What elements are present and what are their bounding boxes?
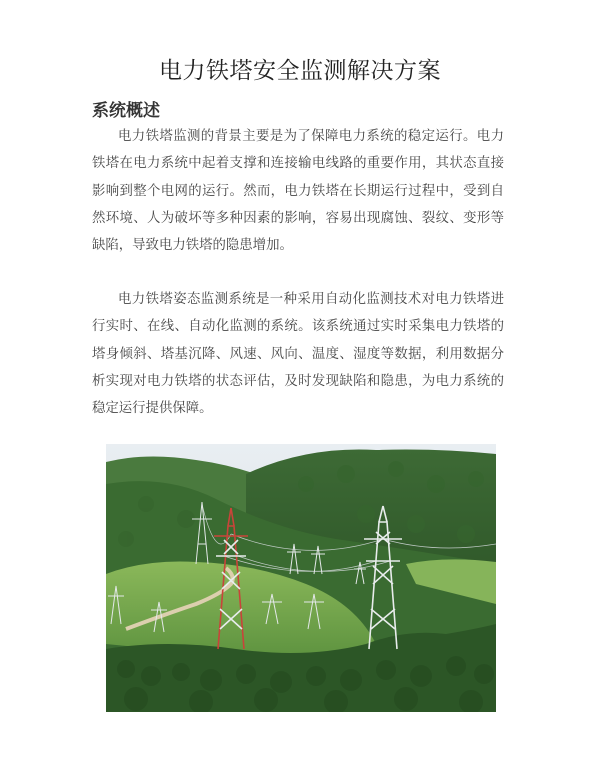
section-heading: 系统概述 [92,101,160,121]
tower-landscape-illustration [106,444,496,712]
paragraph-background: 电力铁塔监测的背景主要是为了保障电力系统的稳定运行。电力铁塔在电力系统中起着支撑和连接输电线路的重要作用，其状态直接影响到整个电网的运行。然而，电力铁塔在长期运行过程中，受到自然环境、人为破坏等多种因素的影响，容易出现腐蚀、裂纹、变形等缺陷，导致电力铁塔的隐患增加。 [92,129,504,254]
page-title: 电力铁塔安全监测解决方案 [159,58,441,84]
paragraph-system: 电力铁塔姿态监测系统是一种采用自动化监测技术对电力铁塔进行实时、在线、自动化监测的系统。该系统通过实时采集电力铁塔的塔身倾斜、塔基沉降、风速、风向、温度、湿度等数据，利用数据分析实现对电力铁塔的状态评估，及时发现缺陷和隐患，为电力系统的稳定运行提供保障。 [92,292,504,417]
tower-photo [106,444,496,712]
